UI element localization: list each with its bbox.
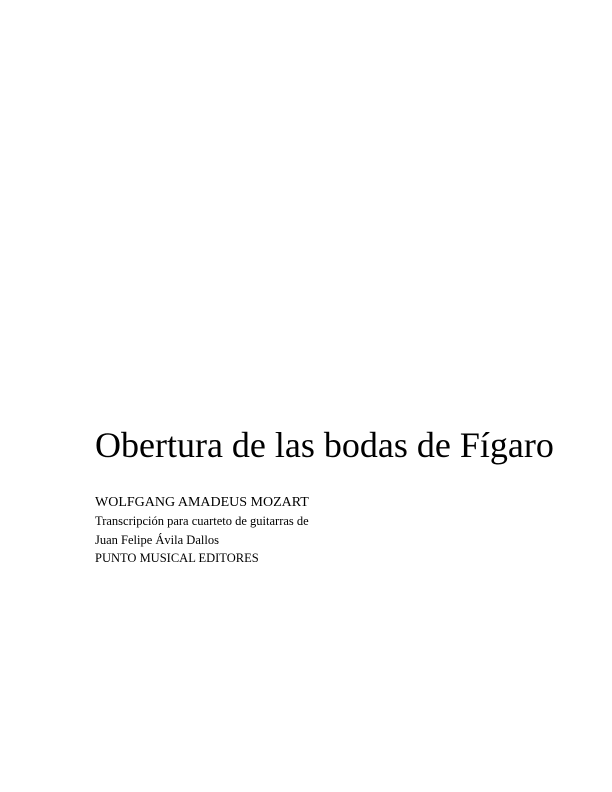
arranger-name: Juan Felipe Ávila Dallos [95,532,219,547]
credits-block [95,493,309,568]
publisher-name: PUNTO MUSICAL EDITORES [95,551,259,565]
composer-name: WOLFGANG AMADEUS MOZART [95,495,309,510]
transcription-line: Transcripción para cuarteto de guitarras de [95,514,309,528]
document-title: Obertura de las bodas de Fígaro [95,425,554,465]
